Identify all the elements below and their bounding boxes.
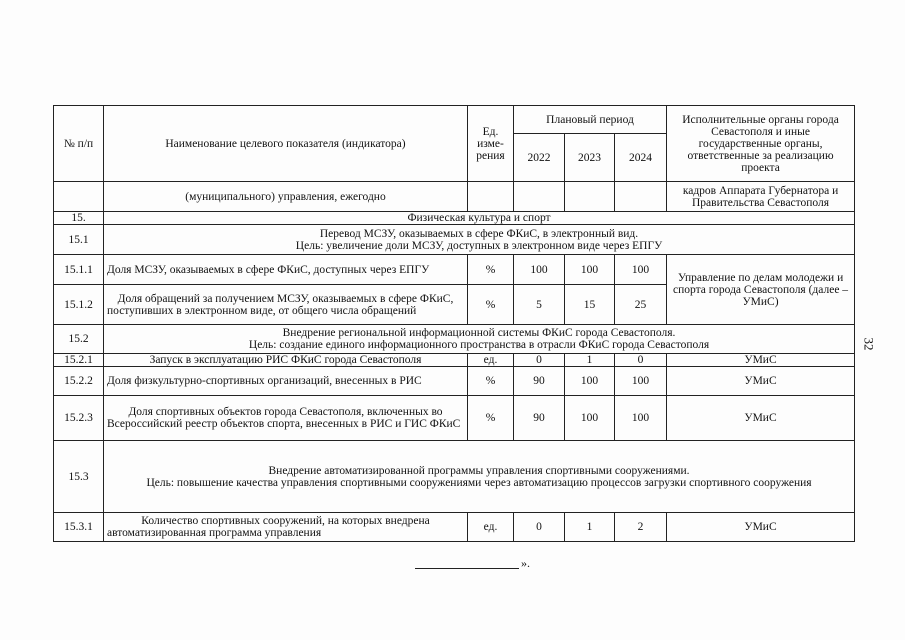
group-num: 15.3 — [54, 441, 104, 513]
row-unit: % — [468, 255, 514, 285]
row-num: 15.1.2 — [54, 285, 104, 325]
group-title — [104, 441, 855, 513]
group-num: 15.1 — [54, 225, 104, 255]
row-2023: 1 — [565, 354, 615, 367]
row-exec: УМиС — [667, 354, 855, 367]
row-2024: 2 — [615, 513, 667, 542]
group-row-15-1 — [54, 225, 855, 255]
row-unit: ед. — [468, 513, 514, 542]
row-exec: УМиС — [667, 513, 855, 542]
header-year-2022: 2022 — [514, 134, 565, 182]
row-num: 15.1.1 — [54, 255, 104, 285]
header-exec: Исполнительные органы города Севастополя и иные государственные органы, ответственные за реализацию проекта — [667, 106, 855, 182]
row-2023: 100 — [565, 396, 615, 441]
section-title: Физическая культура и спорт — [104, 212, 855, 225]
cont-num — [54, 182, 104, 212]
group-line: Внедрение региональной информационной системы ФКиС города Севастополя. — [282, 327, 676, 339]
group-line: Внедрение автоматизированной программы управления спортивными сооружениями. — [268, 464, 690, 477]
row-2023: 100 — [565, 367, 615, 396]
table-row-15-2-2 — [54, 367, 855, 396]
group-goal: Цель: повышение качества управления спортивными сооружениями через автоматизацию процессов загрузки спортивного сооружения — [146, 476, 812, 489]
section-row — [54, 212, 855, 225]
row-2024: 25 — [615, 285, 667, 325]
row-unit: % — [468, 285, 514, 325]
row-2023: 100 — [565, 255, 615, 285]
header-period: Плановый период — [514, 106, 667, 134]
row-2023: 1 — [565, 513, 615, 542]
row-2022: 5 — [514, 285, 565, 325]
row-num: 15.2.2 — [54, 367, 104, 396]
header-year-2023: 2023 — [565, 134, 615, 182]
continuation-row — [54, 182, 855, 212]
group-row-15-3 — [54, 441, 855, 513]
row-exec: УМиС — [667, 367, 855, 396]
row-name: Доля спортивных объектов города Севастополя, включенных во Всероссийский реестр объектов спорта, внесенных в РИС и ГИС ФКиС — [104, 396, 468, 441]
row-name: Количество спортивных сооружений, на которых внедрена автоматизированная программа управления — [104, 513, 468, 542]
section-num: 15. — [54, 212, 104, 225]
row-2022: 100 — [514, 255, 565, 285]
group-title — [104, 325, 855, 354]
group-goal: Цель: увеличение доли МСЗУ, доступных в электронном виде через ЕПГУ — [295, 239, 663, 252]
group-title — [104, 225, 855, 255]
cont-name: (муниципального) управления, ежегодно — [104, 182, 468, 212]
header-name: Наименование целевого показателя (индикатора) — [104, 106, 468, 182]
row-name: Доля обращений за получением МСЗУ, оказываемых в сфере ФКиС, поступивших в электронном виде, от общего числа обращений — [104, 285, 468, 325]
closing-quote: ». — [521, 556, 530, 570]
table-row-15-3-1 — [54, 513, 855, 542]
row-2022: 90 — [514, 396, 565, 441]
row-2022: 0 — [514, 513, 565, 542]
row-2024: 0 — [615, 354, 667, 367]
row-2023: 15 — [565, 285, 615, 325]
row-num: 15.2.1 — [54, 354, 104, 367]
row-exec: УМиС — [667, 396, 855, 441]
table-row-15-1-1 — [54, 255, 855, 285]
row-num: 15.3.1 — [54, 513, 104, 542]
closing-line — [415, 568, 519, 569]
row-name: Запуск в эксплуатацию РИС ФКиС города Севастополя — [104, 354, 468, 367]
table-row-15-2-1 — [54, 354, 855, 367]
row-2024: 100 — [615, 396, 667, 441]
header-num: № п/п — [54, 106, 104, 182]
row-2024: 100 — [615, 255, 667, 285]
header-year-2024: 2024 — [615, 134, 667, 182]
group-row-15-2 — [54, 325, 855, 354]
header-unit: Ед. изме-рения — [468, 106, 514, 182]
closing-mark — [415, 556, 535, 570]
exec-umis-full: Управление по делам молодежи и спорта города Севастополя (далее – УМиС) — [667, 255, 855, 325]
row-name: Доля МСЗУ, оказываемых в сфере ФКиС, доступных через ЕПГУ — [104, 255, 468, 285]
indicator-table — [53, 105, 855, 542]
row-name: Доля физкультурно-спортивных организаций, внесенных в РИС — [104, 367, 468, 396]
row-unit: % — [468, 367, 514, 396]
row-2024: 100 — [615, 367, 667, 396]
group-goal: Цель: создание единого информационного пространства в отрасли ФКиС города Севастополя — [248, 339, 710, 351]
page-number: 32 — [861, 337, 877, 351]
table-row-15-2-3 — [54, 396, 855, 441]
header-row — [54, 106, 855, 134]
row-2022: 0 — [514, 354, 565, 367]
row-2022: 90 — [514, 367, 565, 396]
row-unit: ед. — [468, 354, 514, 367]
row-num: 15.2.3 — [54, 396, 104, 441]
cont-exec: кадров Аппарата Губернатора и Правительства Севастополя — [667, 182, 855, 212]
group-line: Перевод МСЗУ, оказываемых в сфере ФКиС, в электронный вид. — [319, 227, 639, 240]
group-num: 15.2 — [54, 325, 104, 354]
row-unit: % — [468, 396, 514, 441]
